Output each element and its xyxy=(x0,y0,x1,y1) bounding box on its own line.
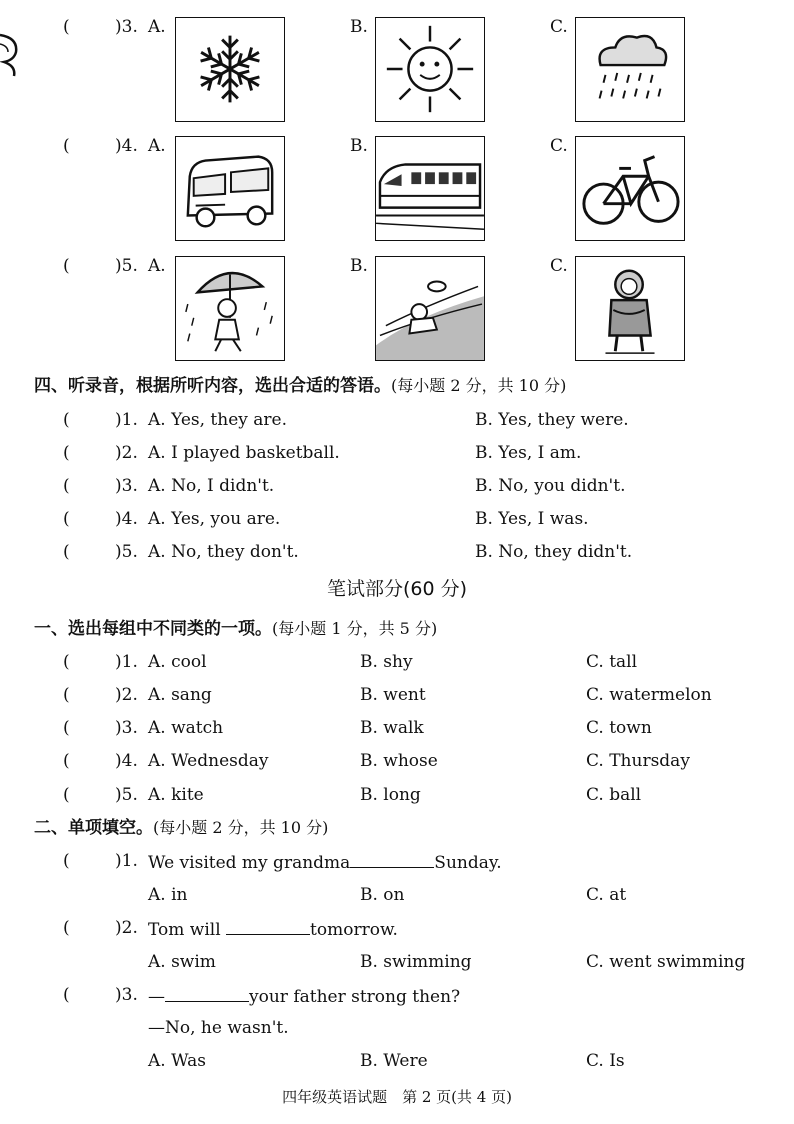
cold-person-picture[interactable] xyxy=(575,256,685,361)
section-4-score-note: (每小题 2 分，共 10 分) xyxy=(391,376,567,395)
question-number: )5. xyxy=(115,542,138,562)
question-number: )1. xyxy=(115,410,138,430)
option-a: A. Yes, you are. xyxy=(148,509,281,529)
option-letter: A. xyxy=(148,136,166,156)
answer-paren[interactable]: ( xyxy=(63,918,70,938)
question-number: )4. xyxy=(115,509,138,529)
fill-blank[interactable] xyxy=(350,851,434,868)
question-stem: Tom will tomorrow. xyxy=(148,920,398,940)
option-a: A. watch xyxy=(148,718,224,738)
question-number: )2. xyxy=(115,685,138,705)
option-a: A. swim xyxy=(148,952,216,972)
option-a: A. I played basketball. xyxy=(148,443,340,463)
option-c: C. Thursday xyxy=(586,751,690,771)
question-stem: — your father strong then? xyxy=(148,987,461,1007)
option-b: B. Were xyxy=(360,1051,428,1071)
question-number: )1. xyxy=(115,851,138,871)
answer-paren[interactable]: ( xyxy=(63,718,70,738)
train-picture[interactable] xyxy=(375,136,485,241)
girl-umbrella-icon xyxy=(176,257,284,360)
option-a: A. Was xyxy=(148,1051,206,1071)
question-number: )5. xyxy=(115,785,138,805)
option-letter: A. xyxy=(148,256,166,276)
question-number: )2. xyxy=(115,443,138,463)
answer-paren[interactable]: ( xyxy=(63,443,70,463)
part-1-heading: 一、选出每组中不同类的一项。(每小题 1 分，共 5 分) xyxy=(34,619,438,639)
option-a: A. No, they don't. xyxy=(148,542,299,562)
question-number: )3. xyxy=(115,17,138,37)
option-a: A. in xyxy=(148,885,188,905)
option-c: C. ball xyxy=(586,785,642,805)
answer-paren[interactable]: ( xyxy=(63,851,70,871)
windy-person-icon xyxy=(376,257,484,360)
bike-picture[interactable] xyxy=(575,136,685,241)
question-number: )3. xyxy=(115,985,138,1005)
option-a: A. No, I didn't. xyxy=(148,476,275,496)
bike-icon xyxy=(576,137,684,240)
option-b: B. swimming xyxy=(360,952,472,972)
option-letter: A. xyxy=(148,17,166,37)
question-number: )1. xyxy=(115,652,138,672)
option-b: B. walk xyxy=(360,718,424,738)
option-b: B. Yes, they were. xyxy=(475,410,629,430)
rain-cloud-icon xyxy=(576,18,684,121)
option-b: B. No, they didn't. xyxy=(475,542,633,562)
option-b: B. Yes, I am. xyxy=(475,443,582,463)
option-letter: B. xyxy=(350,256,368,276)
answer-paren[interactable]: ( xyxy=(63,136,70,156)
option-c: C. at xyxy=(586,885,627,905)
option-b: B. on xyxy=(360,885,405,905)
option-b: B. went xyxy=(360,685,426,705)
option-b: B. Yes, I was. xyxy=(475,509,589,529)
part-2-heading: 二、单项填空。(每小题 2 分，共 10 分) xyxy=(34,818,329,838)
option-c: C. tall xyxy=(586,652,638,672)
question-number: )5. xyxy=(115,256,138,276)
windy-person-picture[interactable] xyxy=(375,256,485,361)
sun-picture[interactable] xyxy=(375,17,485,122)
answer-paren[interactable]: ( xyxy=(63,410,70,430)
section-4-heading: 四、听录音，根据所听内容，选出合适的答语。(每小题 2 分，共 10 分) xyxy=(34,376,567,396)
option-a: A. cool xyxy=(148,652,207,672)
answer-paren[interactable]: ( xyxy=(63,256,70,276)
snowflake-icon xyxy=(176,18,284,121)
option-letter: B. xyxy=(350,17,368,37)
option-a: A. Yes, they are. xyxy=(148,410,287,430)
page-edge-ornament-icon xyxy=(0,30,22,80)
question-number: )2. xyxy=(115,918,138,938)
girl-umbrella-picture[interactable] xyxy=(175,256,285,361)
option-c: C. went swimming xyxy=(586,952,746,972)
fill-blank[interactable] xyxy=(165,985,249,1002)
question-number: )4. xyxy=(115,136,138,156)
fill-blank[interactable] xyxy=(226,918,310,935)
option-b: B. No, you didn't. xyxy=(475,476,626,496)
part-2-score-note: (每小题 2 分，共 10 分) xyxy=(153,818,329,837)
rain-cloud-picture[interactable] xyxy=(575,17,685,122)
page-footer: 四年级英语试题 第 2 页(共 4 页) xyxy=(282,1088,512,1106)
answer-paren[interactable]: ( xyxy=(63,751,70,771)
bus-icon xyxy=(176,137,284,240)
sun-icon xyxy=(376,18,484,121)
option-c: C. watermelon xyxy=(586,685,712,705)
question-reply: —No, he wasn't. xyxy=(148,1018,289,1038)
answer-paren[interactable]: ( xyxy=(63,685,70,705)
part-1-score-note: (每小题 1 分，共 5 分) xyxy=(272,619,438,638)
answer-paren[interactable]: ( xyxy=(63,17,70,37)
answer-paren[interactable]: ( xyxy=(63,509,70,529)
option-b: B. long xyxy=(360,785,421,805)
option-letter: C. xyxy=(550,17,568,37)
question-number: )3. xyxy=(115,476,138,496)
option-a: A. sang xyxy=(148,685,212,705)
answer-paren[interactable]: ( xyxy=(63,476,70,496)
cold-person-icon xyxy=(576,257,684,360)
answer-paren[interactable]: ( xyxy=(63,985,70,1005)
option-b: B. whose xyxy=(360,751,438,771)
question-stem: We visited my grandma Sunday. xyxy=(148,853,502,873)
option-a: A. Wednesday xyxy=(148,751,269,771)
option-letter: C. xyxy=(550,136,568,156)
option-c: C. town xyxy=(586,718,652,738)
question-number: )3. xyxy=(115,718,138,738)
option-a: A. kite xyxy=(148,785,204,805)
snowflake-picture[interactable] xyxy=(175,17,285,122)
written-part-title: 笔试部分(60 分) xyxy=(326,578,468,600)
train-icon xyxy=(376,137,484,240)
option-letter: B. xyxy=(350,136,368,156)
option-letter: C. xyxy=(550,256,568,276)
option-b: B. shy xyxy=(360,652,413,672)
answer-paren[interactable]: ( xyxy=(63,542,70,562)
option-c: C. Is xyxy=(586,1051,625,1071)
bus-picture[interactable] xyxy=(175,136,285,241)
answer-paren[interactable]: ( xyxy=(63,785,70,805)
question-number: )4. xyxy=(115,751,138,771)
answer-paren[interactable]: ( xyxy=(63,652,70,672)
